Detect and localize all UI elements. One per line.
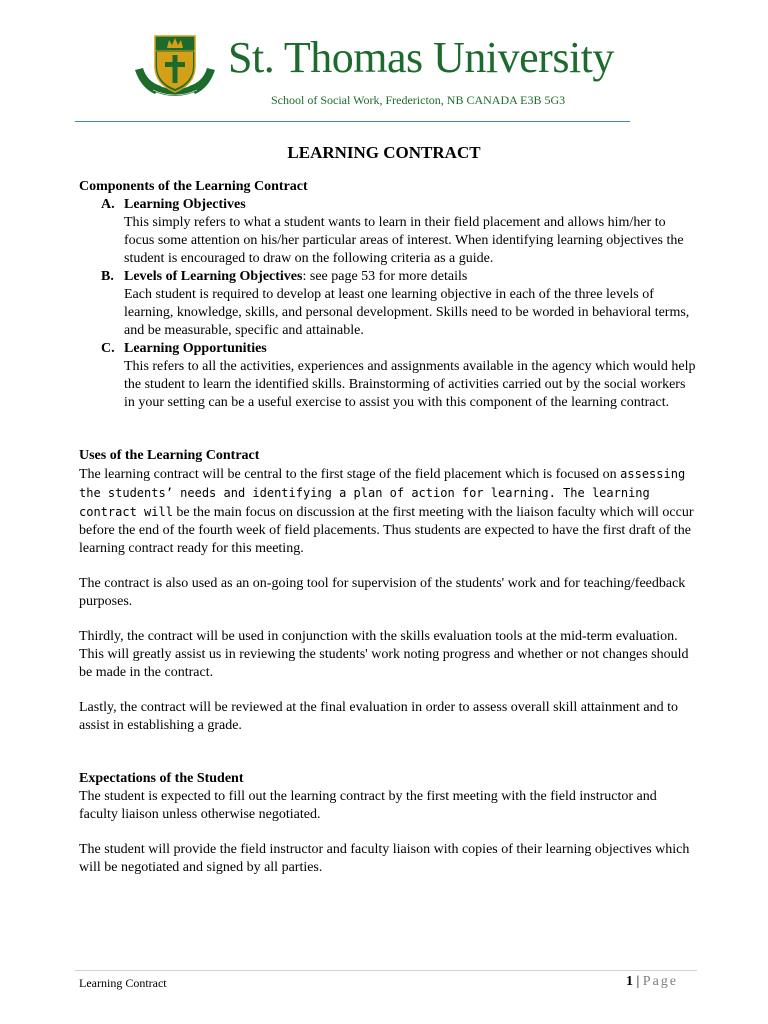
list-item-learning-opportunities bbox=[79, 340, 699, 412]
uses-paragraph-1-end: be the main focus on discussion at the first meeting with the liaison faculty which will occur before the end of the fourth week of field placements. Thus students are expected to have the first draft of the learning contract ready for this meeting. bbox=[79, 505, 694, 556]
section-heading-expectations: Expectations of the Student bbox=[79, 771, 244, 786]
list-item-learning-objectives bbox=[79, 196, 699, 268]
uses-paragraph-1-start: The learning contract will be central to the first stage of the field placement which is focused on bbox=[79, 467, 621, 482]
page-number: 1 bbox=[625, 974, 633, 989]
list-item-title: Levels of Learning Objectives bbox=[124, 269, 303, 284]
document-title: LEARNING CONTRACT bbox=[287, 143, 481, 162]
footer-divider bbox=[75, 970, 697, 971]
uses-paragraph-4: Lastly, the contract will be reviewed at the final evaluation in order to assess overall skill attainment and to assist in establishing a grade. bbox=[79, 700, 678, 733]
list-item-text: This simply refers to what a student wants to learn in their field placement and allows him/her to focus some attention on his/her particular areas of interest. When identifying learning objectives the student is encouraged to draw on the following criteria as a guide. bbox=[124, 215, 684, 266]
list-item-text: Each student is required to develop at least one learning objective in each of the three levels of learning, knowledge, skills, and personal development. Skills need to be worded in behavioral terms, and be measurable, specific and attainable. bbox=[124, 287, 690, 338]
list-item-title: Learning Objectives bbox=[124, 197, 246, 212]
list-item-label: C. bbox=[101, 341, 115, 356]
expectations-paragraph-1: The student is expected to fill out the learning contract by the first meeting with the field instructor and faculty liaison unless otherwise negotiated. bbox=[79, 789, 657, 822]
section-heading-components: Components of the Learning Contract bbox=[79, 179, 308, 194]
uses-paragraph-3: Thirdly, the contract will be used in conjunction with the skills evaluation tools at the mid-term evaluation. This will greatly assist us in reviewing the students' work noting progress and whether or not changes should be made in the contract. bbox=[79, 629, 689, 680]
list-item-title: Learning Opportunities bbox=[124, 341, 267, 356]
header-divider bbox=[75, 121, 630, 122]
footer-document-name: Learning Contract bbox=[79, 976, 167, 990]
uses-paragraph-1-mono: assessing the students’ needs and identifying a plan of action for learning. The learning contract will bbox=[79, 467, 686, 519]
page-word: Page bbox=[642, 974, 678, 989]
uses-paragraph-1 bbox=[79, 465, 699, 558]
list-item-levels-of-learning-objectives bbox=[79, 268, 699, 340]
section-heading-uses: Uses of the Learning Contract bbox=[79, 448, 260, 463]
university-name: St. Thomas University bbox=[228, 33, 614, 82]
school-address: School of Social Work, Fredericton, NB CANADA E3B 5G3 bbox=[271, 93, 566, 107]
expectations-paragraph-2: The student will provide the field instructor and faculty liaison with copies of their learning objectives which will be negotiated and signed by all parties. bbox=[79, 842, 690, 875]
university-crest-logo bbox=[133, 30, 217, 102]
page-separator: | bbox=[632, 974, 643, 989]
document-body bbox=[79, 178, 699, 877]
footer-page-number bbox=[626, 974, 678, 990]
letterhead bbox=[0, 0, 768, 125]
list-item-label: A. bbox=[101, 197, 115, 212]
list-item-text: This refers to all the activities, experiences and assignments available in the agency which would help the student to learn the identified skills. Brainstorming of activities carried out by the social workers in your setting can be a useful exercise to assist you with this component of the learning contract. bbox=[124, 359, 696, 410]
list-item-title-suffix: : see page 53 for more details bbox=[302, 269, 468, 284]
list-item-label: B. bbox=[101, 269, 114, 284]
uses-paragraph-2: The contract is also used as an on-going tool for supervision of the students' work and for teaching/feedback purposes. bbox=[79, 576, 686, 609]
